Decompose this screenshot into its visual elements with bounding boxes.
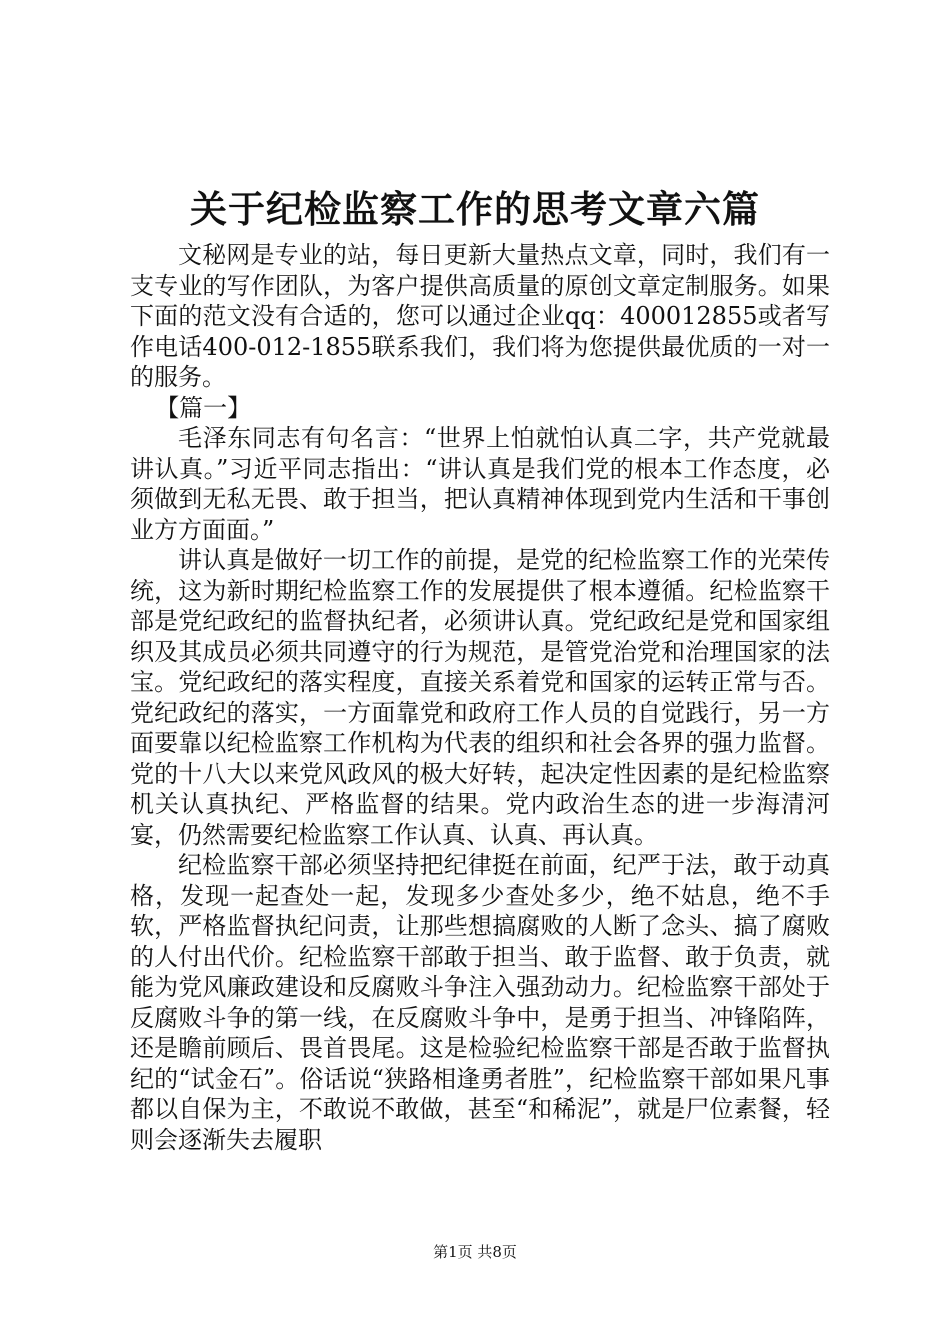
page-footer: 第1页 共8页 [433,1243,517,1261]
document-body [130,240,830,1155]
body-paragraph: 讲认真是做好一切工作的前提，是党的纪检监察工作的光荣传统，这为新时期纪检监察工作的发展提供了根本遵循。纪检监察干部是党纪政纪的监督执纪者，必须讲认真。党纪政纪是党和国家组织及其成员必须共同遵守的行为规范，是管党治党和治理国家的法宝。党纪政纪的落实程度，直接关系着党和国家的运转正常与否。党纪政纪的落实，一方面靠党和政府工作人员的自觉践行，另一方面要靠以纪检监察工作机构为代表的组织和社会各界的强力监督。党的十八大以来党风政风的极大好转，起决定性因素的是纪检监察机关认真执纪、严格监督的结果。党内政治生态的进一步海清河宴，仍然需要纪检监察工作认真、认真、再认真。 [130,546,830,849]
section-heading: 【篇一】 [155,393,252,422]
document-title: 关于纪检监察工作的思考文章六篇 [190,187,760,231]
intro-paragraph: 文秘网是专业的站，每日更新大量热点文章，同时，我们有一支专业的写作团队，为客户提供高质量的原创文章定制服务。如果下面的范文没有合适的，您可以通过企业qq：400012855或者写作电话400-012-1855联系我们，我们将为您提供最优质的一对一的服务。 [130,241,830,391]
body-paragraph: 纪检监察干部必须坚持把纪律挺在前面，纪严于法，敢于动真格，发现一起查处一起，发现多少查处多少，绝不姑息，绝不手软，严格监督执纪问责，让那些想搞腐败的人断了念头、搞了腐败的人付出代价。纪检监察干部敢于担当、敢于监督、敢于负责，就能为党风廉政建设和反腐败斗争注入强劲动力。纪检监察干部处于反腐败斗争的第一线，在反腐败斗争中，是勇于担当、冲锋陷阵，还是瞻前顾后、畏首畏尾。这是检验纪检监察干部是否敢于监督执纪的“试金石”。俗话说“狭路相逢勇者胜”，纪检监察干部如果凡事都以自保为主，不敢说不敢做，甚至“和稀泥”，就是尸位素餐，轻则会逐渐失去履职 [130,851,830,1154]
body-paragraph: 毛泽东同志有句名言：“世界上怕就怕认真二字，共产党就最讲认真。”习近平同志指出：“讲认真是我们党的根本工作态度，必须做到无私无畏、敢于担当，把认真精神体现到党内生活和干事创业方方面面。” [130,424,830,544]
